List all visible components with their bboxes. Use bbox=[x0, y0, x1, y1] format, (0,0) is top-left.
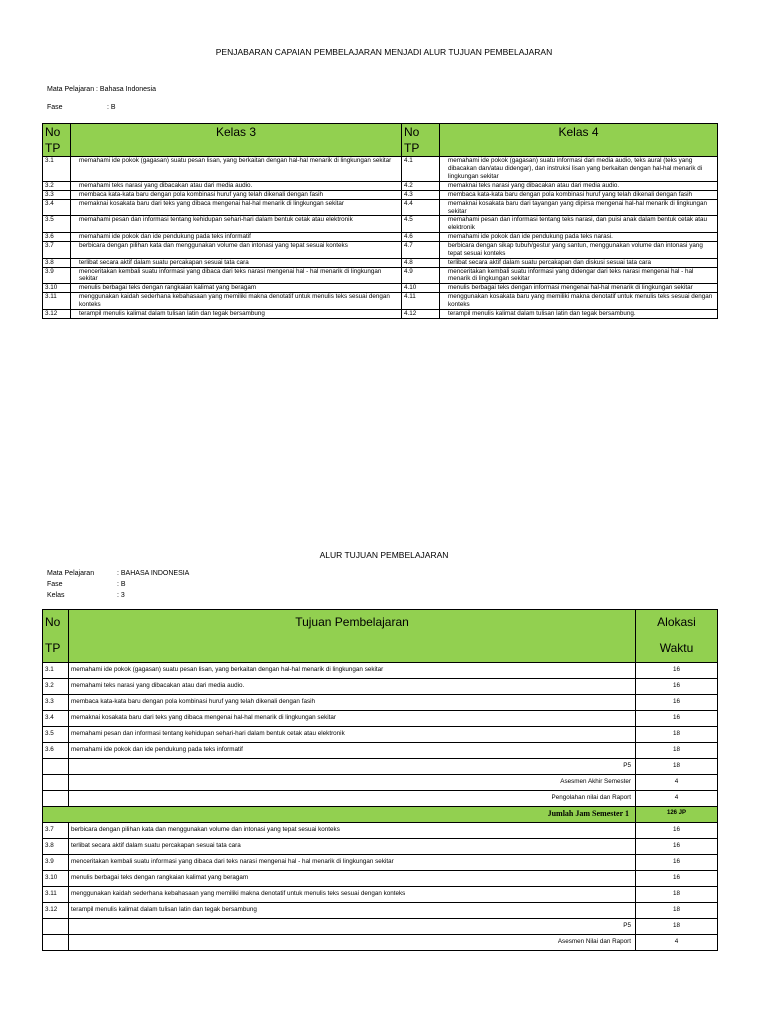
extra-blank-cell bbox=[43, 790, 69, 806]
meta-label: Mata Pelajaran bbox=[47, 570, 95, 577]
extra-blank-cell bbox=[43, 918, 69, 934]
tp-row bbox=[43, 822, 718, 838]
alur-table-body bbox=[43, 662, 718, 950]
extra-activity-row bbox=[43, 790, 718, 806]
header-no-tp-kelas3: No TP bbox=[43, 124, 71, 157]
tp-text: berbicara dengan pilihan kata dan menggunakan volume dan intonasi yang tepat sesuai konteks bbox=[69, 822, 636, 838]
kelas3-tp-text: menggunakan kaidah sederhana kebahasaan yang memiliki makna denotatif untuk menulis teks sesuai dengan konteks bbox=[71, 293, 402, 310]
tp-text: menggunakan kaidah sederhana kebahasaan yang memiliki makna denotatif untuk menulis teks sesuai dengan konteks bbox=[69, 886, 636, 902]
tp-hours: 16 bbox=[636, 838, 718, 854]
tp-hours: 16 bbox=[636, 710, 718, 726]
kelas4-tp-text: menulis berbagai teks dengan informasi mengenai hal-hal menarik di lingkungan sekitar bbox=[440, 284, 718, 293]
kelas4-tp-text: terampil menulis kalimat dalam tulisan latin dan tegak bersambung. bbox=[440, 309, 718, 318]
extra-activity-hours: 18 bbox=[636, 758, 718, 774]
extra-activity-hours: 18 bbox=[636, 918, 718, 934]
kelas3-tp-number: 3.1 bbox=[43, 157, 71, 182]
kelas4-tp-text: berbicara dengan sikap tubuh/gestur yang santun, menggunakan volume dan intonasi yang tepat sesuai konteks bbox=[440, 241, 718, 258]
tp-number: 3.10 bbox=[43, 870, 69, 886]
kelas3-tp-text: membaca kata-kata baru dengan pola kombinasi huruf yang telah dikenali dengan fasih bbox=[71, 190, 402, 199]
kelas4-tp-number: 4.8 bbox=[402, 258, 440, 267]
tp-number: 3.7 bbox=[43, 822, 69, 838]
kelas3-tp-number: 3.9 bbox=[43, 267, 71, 284]
kelas3-tp-number: 3.7 bbox=[43, 241, 71, 258]
meta-value: : BAHASA INDONESIA bbox=[117, 570, 190, 577]
kelas4-tp-number: 4.2 bbox=[402, 181, 440, 190]
semester-total-hours: 126 JP bbox=[636, 806, 718, 822]
kelas4-tp-text: menceritakan kembali suatu informasi yang didengar dari teks narasi mengenai hal - hal menarik di lingkungan sekitar bbox=[440, 267, 718, 284]
kelas3-tp-number: 3.8 bbox=[43, 258, 71, 267]
capaian-row bbox=[43, 241, 718, 258]
tp-hours: 16 bbox=[636, 822, 718, 838]
kelas4-tp-text: memaknai teks narasi yang dibacakan atau dari media audio. bbox=[440, 181, 718, 190]
tp-number: 3.5 bbox=[43, 726, 69, 742]
capaian-row bbox=[43, 267, 718, 284]
kelas4-tp-number: 4.12 bbox=[402, 309, 440, 318]
capaian-row bbox=[43, 190, 718, 199]
kelas3-tp-text: memahami ide pokok dan ide pendukung pada teks informatif bbox=[71, 233, 402, 242]
capaian-header-row bbox=[43, 124, 718, 157]
tp-hours: 18 bbox=[636, 726, 718, 742]
tp-row bbox=[43, 726, 718, 742]
header-alokasi-waktu bbox=[636, 610, 718, 663]
meta-label: Kelas bbox=[47, 592, 65, 599]
tp-hours: 16 bbox=[636, 694, 718, 710]
tp-number: 3.9 bbox=[43, 854, 69, 870]
tp-row bbox=[43, 710, 718, 726]
tp-hours: 18 bbox=[636, 886, 718, 902]
tp-number: 3.2 bbox=[43, 678, 69, 694]
phase-value: : B bbox=[107, 104, 116, 111]
kelas4-tp-number: 4.10 bbox=[402, 284, 440, 293]
kelas3-tp-number: 3.5 bbox=[43, 216, 71, 233]
extra-activity-label: Asesmen Akhir Semester bbox=[69, 774, 636, 790]
tp-row bbox=[43, 870, 718, 886]
kelas3-tp-number: 3.12 bbox=[43, 309, 71, 318]
tp-hours: 16 bbox=[636, 662, 718, 678]
tp-number: 3.8 bbox=[43, 838, 69, 854]
tp-row bbox=[43, 902, 718, 918]
meta-label: Fase bbox=[47, 581, 63, 588]
kelas3-tp-number: 3.10 bbox=[43, 284, 71, 293]
tp-row bbox=[43, 854, 718, 870]
kelas3-tp-text: memahami pesan dan informasi tentang kehidupan sehari-hari dalam bentuk cetak atau elektronik bbox=[71, 216, 402, 233]
kelas4-tp-number: 4.4 bbox=[402, 199, 440, 216]
extra-activity-row bbox=[43, 934, 718, 950]
tp-row bbox=[43, 886, 718, 902]
extra-activity-row bbox=[43, 918, 718, 934]
capaian-row bbox=[43, 309, 718, 318]
extra-activity-hours: 4 bbox=[636, 774, 718, 790]
semester-total-label: Jumlah Jam Semester 1 bbox=[43, 806, 636, 822]
kelas3-tp-number: 3.11 bbox=[43, 293, 71, 310]
tp-row bbox=[43, 742, 718, 758]
section1-title: PENJABARAN CAPAIAN PEMBELAJARAN MENJADI ALUR TUJUAN PEMBELAJARAN bbox=[215, 47, 553, 57]
kelas4-tp-text: terlibat secara aktif dalam suatu percakapan dan diskusi sesuai tata cara bbox=[440, 258, 718, 267]
kelas3-tp-text: terlibat secara aktif dalam suatu percakapan sesuai tata cara bbox=[71, 258, 402, 267]
header-tujuan: Tujuan Pembelajaran bbox=[69, 610, 636, 663]
meta-line bbox=[47, 592, 125, 599]
header-kelas4: Kelas 4 bbox=[440, 124, 718, 157]
capaian-row bbox=[43, 284, 718, 293]
tp-text: terampil menulis kalimat dalam tulisan latin dan tegak bersambung bbox=[69, 902, 636, 918]
tp-row bbox=[43, 662, 718, 678]
header-no: No bbox=[45, 615, 61, 629]
tp-text: memahami ide pokok dan ide pendukung pada teks informatif bbox=[69, 742, 636, 758]
tp-text: memahami ide pokok (gagasan) suatu pesan lisan, yang berkaitan dengan hal-hal menarik di lingkungan sekitar bbox=[69, 662, 636, 678]
kelas4-tp-number: 4.11 bbox=[402, 293, 440, 310]
kelas4-tp-number: 4.7 bbox=[402, 241, 440, 258]
meta-line bbox=[47, 581, 126, 588]
tp-text: memahami pesan dan informasi tentang kehidupan sehari-hari dalam bentuk cetak atau elektronik bbox=[69, 726, 636, 742]
capaian-row bbox=[43, 293, 718, 310]
kelas3-tp-text: memahami ide pokok (gagasan) suatu pesan lisan, yang berkaitan dengan hal-hal menarik di lingkungan sekitar bbox=[71, 157, 402, 182]
tp-number: 3.12 bbox=[43, 902, 69, 918]
kelas4-tp-text: memaknai kosakata baru dari tayangan yang dipirsa mengenai hal-hal menarik di lingkungan sekitar bbox=[440, 199, 718, 216]
tp-text: membaca kata-kata baru dengan pola kombinasi huruf yang telah dikenali dengan fasih bbox=[69, 694, 636, 710]
tp-row bbox=[43, 678, 718, 694]
extra-activity-hours: 4 bbox=[636, 934, 718, 950]
extra-blank-cell bbox=[43, 758, 69, 774]
capaian-table-body bbox=[43, 157, 718, 318]
kelas3-tp-text: memaknai kosakata baru dari teks yang dibaca mengenai hal-hal menarik di lingkungan sekitar bbox=[71, 199, 402, 216]
kelas3-tp-text: menulis berbagai teks dengan rangkaian kalimat yang beragam bbox=[71, 284, 402, 293]
tp-number: 3.3 bbox=[43, 694, 69, 710]
meta-value: : B bbox=[117, 581, 126, 588]
header-alokasi: Alokasi bbox=[657, 615, 696, 629]
extra-activity-hours: 4 bbox=[636, 790, 718, 806]
tp-row bbox=[43, 694, 718, 710]
header-no-tp bbox=[43, 610, 69, 663]
section2-title: ALUR TUJUAN PEMBELAJARAN bbox=[319, 550, 449, 560]
extra-blank-cell bbox=[43, 934, 69, 950]
capaian-row bbox=[43, 157, 718, 182]
kelas4-tp-number: 4.9 bbox=[402, 267, 440, 284]
extra-blank-cell bbox=[43, 774, 69, 790]
meta-value: : 3 bbox=[117, 592, 125, 599]
kelas3-tp-text: memahami teks narasi yang dibacakan atau dari media audio. bbox=[71, 181, 402, 190]
capaian-row bbox=[43, 216, 718, 233]
kelas4-tp-number: 4.6 bbox=[402, 233, 440, 242]
capaian-row bbox=[43, 181, 718, 190]
kelas3-tp-number: 3.4 bbox=[43, 199, 71, 216]
phase-line bbox=[47, 104, 116, 111]
semester-total-row bbox=[43, 806, 718, 822]
tp-text: menceritakan kembali suatu informasi yang dibaca dari teks narasi mengenai hal - hal menarik di lingkungan sekitar bbox=[69, 854, 636, 870]
header-no-tp-kelas4: No TP bbox=[402, 124, 440, 157]
kelas4-tp-number: 4.1 bbox=[402, 157, 440, 182]
subject-line: Mata Pelajaran : Bahasa Indonesia bbox=[47, 86, 156, 93]
tp-hours: 18 bbox=[636, 902, 718, 918]
kelas3-tp-number: 3.3 bbox=[43, 190, 71, 199]
capaian-table bbox=[42, 123, 718, 319]
capaian-row bbox=[43, 199, 718, 216]
kelas4-tp-text: memahami pesan dan informasi tentang teks narasi, dan puisi anak dalam bentuk cetak atau elektronik bbox=[440, 216, 718, 233]
tp-hours: 16 bbox=[636, 678, 718, 694]
kelas4-tp-text: memahami ide pokok dan ide pendukung pada teks narasi. bbox=[440, 233, 718, 242]
extra-activity-row bbox=[43, 774, 718, 790]
tp-number: 3.4 bbox=[43, 710, 69, 726]
header-waktu: Waktu bbox=[659, 640, 694, 655]
kelas4-tp-number: 4.5 bbox=[402, 216, 440, 233]
meta-line bbox=[47, 570, 189, 577]
tp-text: memaknai kosakata baru dari teks yang dibaca mengenai hal-hal menarik di lingkungan sekitar bbox=[69, 710, 636, 726]
extra-activity-label: Asesmen Nilai dan Raport bbox=[69, 934, 636, 950]
kelas4-tp-text: menggunakan kosakata baru yang memiliki makna denotatif untuk menulis teks sesuai dengan konteks bbox=[440, 293, 718, 310]
tp-hours: 16 bbox=[636, 870, 718, 886]
extra-activity-row bbox=[43, 758, 718, 774]
alur-table bbox=[42, 609, 718, 951]
kelas4-tp-number: 4.3 bbox=[402, 190, 440, 199]
tp-text: memahami teks narasi yang dibacakan atau dari media audio. bbox=[69, 678, 636, 694]
header-tp: TP bbox=[45, 640, 61, 655]
alur-header-row bbox=[43, 610, 718, 663]
phase-label: Fase bbox=[47, 104, 63, 111]
header-kelas3: Kelas 3 bbox=[71, 124, 402, 157]
kelas3-tp-number: 3.6 bbox=[43, 233, 71, 242]
kelas3-tp-number: 3.2 bbox=[43, 181, 71, 190]
extra-activity-label: Pengolahan nilai dan Raport bbox=[69, 790, 636, 806]
tp-hours: 18 bbox=[636, 742, 718, 758]
tp-row bbox=[43, 838, 718, 854]
extra-activity-label: P5 bbox=[69, 918, 636, 934]
capaian-row bbox=[43, 258, 718, 267]
tp-text: menulis berbagai teks dengan rangkaian kalimat yang beragam bbox=[69, 870, 636, 886]
capaian-row bbox=[43, 233, 718, 242]
extra-activity-label: P5 bbox=[69, 758, 636, 774]
kelas3-tp-text: terampil menulis kalimat dalam tulisan latin dan tegak bersambung bbox=[71, 309, 402, 318]
tp-text: terlibat secara aktif dalam suatu percakapan sesuai tata cara bbox=[69, 838, 636, 854]
kelas3-tp-text: menceritakan kembali suatu informasi yang dibaca dari teks narasi mengenai hal - hal menarik di lingkungan sekitar bbox=[71, 267, 402, 284]
tp-number: 3.6 bbox=[43, 742, 69, 758]
kelas4-tp-text: memahami ide pokok (gagasan) suatu informasi dari media audio, teks aural (teks yang dibacakan dan/atau didengar), dan instruksi lisan yang berkaitan dengan hal-hal menarik di lingkungan sekitar bbox=[440, 157, 718, 182]
kelas3-tp-text: berbicara dengan pilihan kata dan menggunakan volume dan intonasi yang tepat sesuai konteks bbox=[71, 241, 402, 258]
tp-number: 3.1 bbox=[43, 662, 69, 678]
tp-hours: 16 bbox=[636, 854, 718, 870]
kelas4-tp-text: membaca kata-kata baru dengan pola kombinasi huruf yang telah dikenali dengan fasih bbox=[440, 190, 718, 199]
tp-number: 3.11 bbox=[43, 886, 69, 902]
